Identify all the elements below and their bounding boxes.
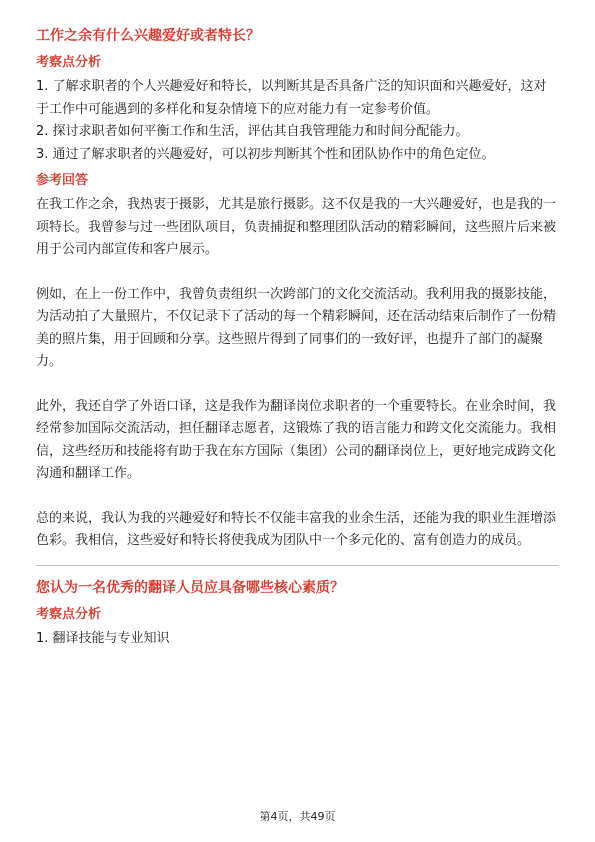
analysis-heading: 考察点分析: [36, 606, 102, 622]
document-body: [36, 26, 559, 650]
analysis-item: 3. 通过了解求职者的兴趣爱好，可以初步判断其个性和团队协作中的角色定位。: [36, 146, 495, 162]
analysis-item: 1. 了解求职者的个人兴趣爱好和特长，以判断其是否具备广泛的知识面和兴趣爱好，这对于工作中可能遇到的多样化和复杂情境下的应对能力有一定参考价值。: [36, 79, 547, 117]
paragraph-spacer: [36, 262, 559, 284]
paragraph-spacer: [36, 374, 559, 396]
answer-paragraph: 总的来说，我认为我的兴趣爱好和特长不仅能丰富我的业余生活，还能为我的职业生涯增添色彩。我相信，这些爱好和特长将使我成为团队中一个多元化的、富有创造力的成员。: [36, 510, 557, 548]
answer-heading: 参考回答: [36, 173, 89, 188]
analysis-item: 1. 翻译技能与专业知识: [36, 630, 170, 646]
analysis-item: 2. 探讨求职者如何平衡工作和生活，评估其自我管理能力和时间分配能力。: [36, 124, 469, 139]
section-divider: [36, 565, 559, 566]
question-title: 工作之余有什么兴趣爱好或者特长？: [36, 28, 260, 44]
paragraph-spacer: [36, 486, 559, 508]
analysis-heading: 考察点分析: [36, 55, 102, 70]
answer-paragraph: 此外，我还自学了外语口译，这是我作为翻译岗位求职者的一个重要特长。在业余时间，我经常参加国际交流活动，担任翻译志愿者，这锻炼了我的语言能力和跨文化交流能力。我相信，这些经历和技能将有助于我在东方国际（集团）公司的翻译岗位上，更好地完成跨文化沟通和翻译工作。: [36, 398, 557, 481]
question-title: 您认为一名优秀的翻译人员应具备哪些核心素质？: [36, 579, 344, 596]
page-number: 第4页，共49页: [259, 810, 336, 823]
answer-paragraph: 在我工作之余，我热衷于摄影，尤其是旅行摄影。这不仅是我的一大兴趣爱好，也是我的一项特长。我曾参与过一些团队项目，负责捕捉和整理团队活动的精彩瞬间，这些照片后来被用于公司内部宣传和客户展示。: [36, 197, 557, 257]
answer-paragraph: 例如，在上一份工作中，我曾负责组织一次跨部门的文化交流活动。我利用我的摄影技能，为活动拍了大量照片，不仅记录下了活动的每一个精彩瞬间，还在活动结束后制作了一份精美的照片集，用于回顾和分享。这些照片得到了同事们的一致好评，也提升了部门的凝聚力。: [36, 286, 557, 369]
